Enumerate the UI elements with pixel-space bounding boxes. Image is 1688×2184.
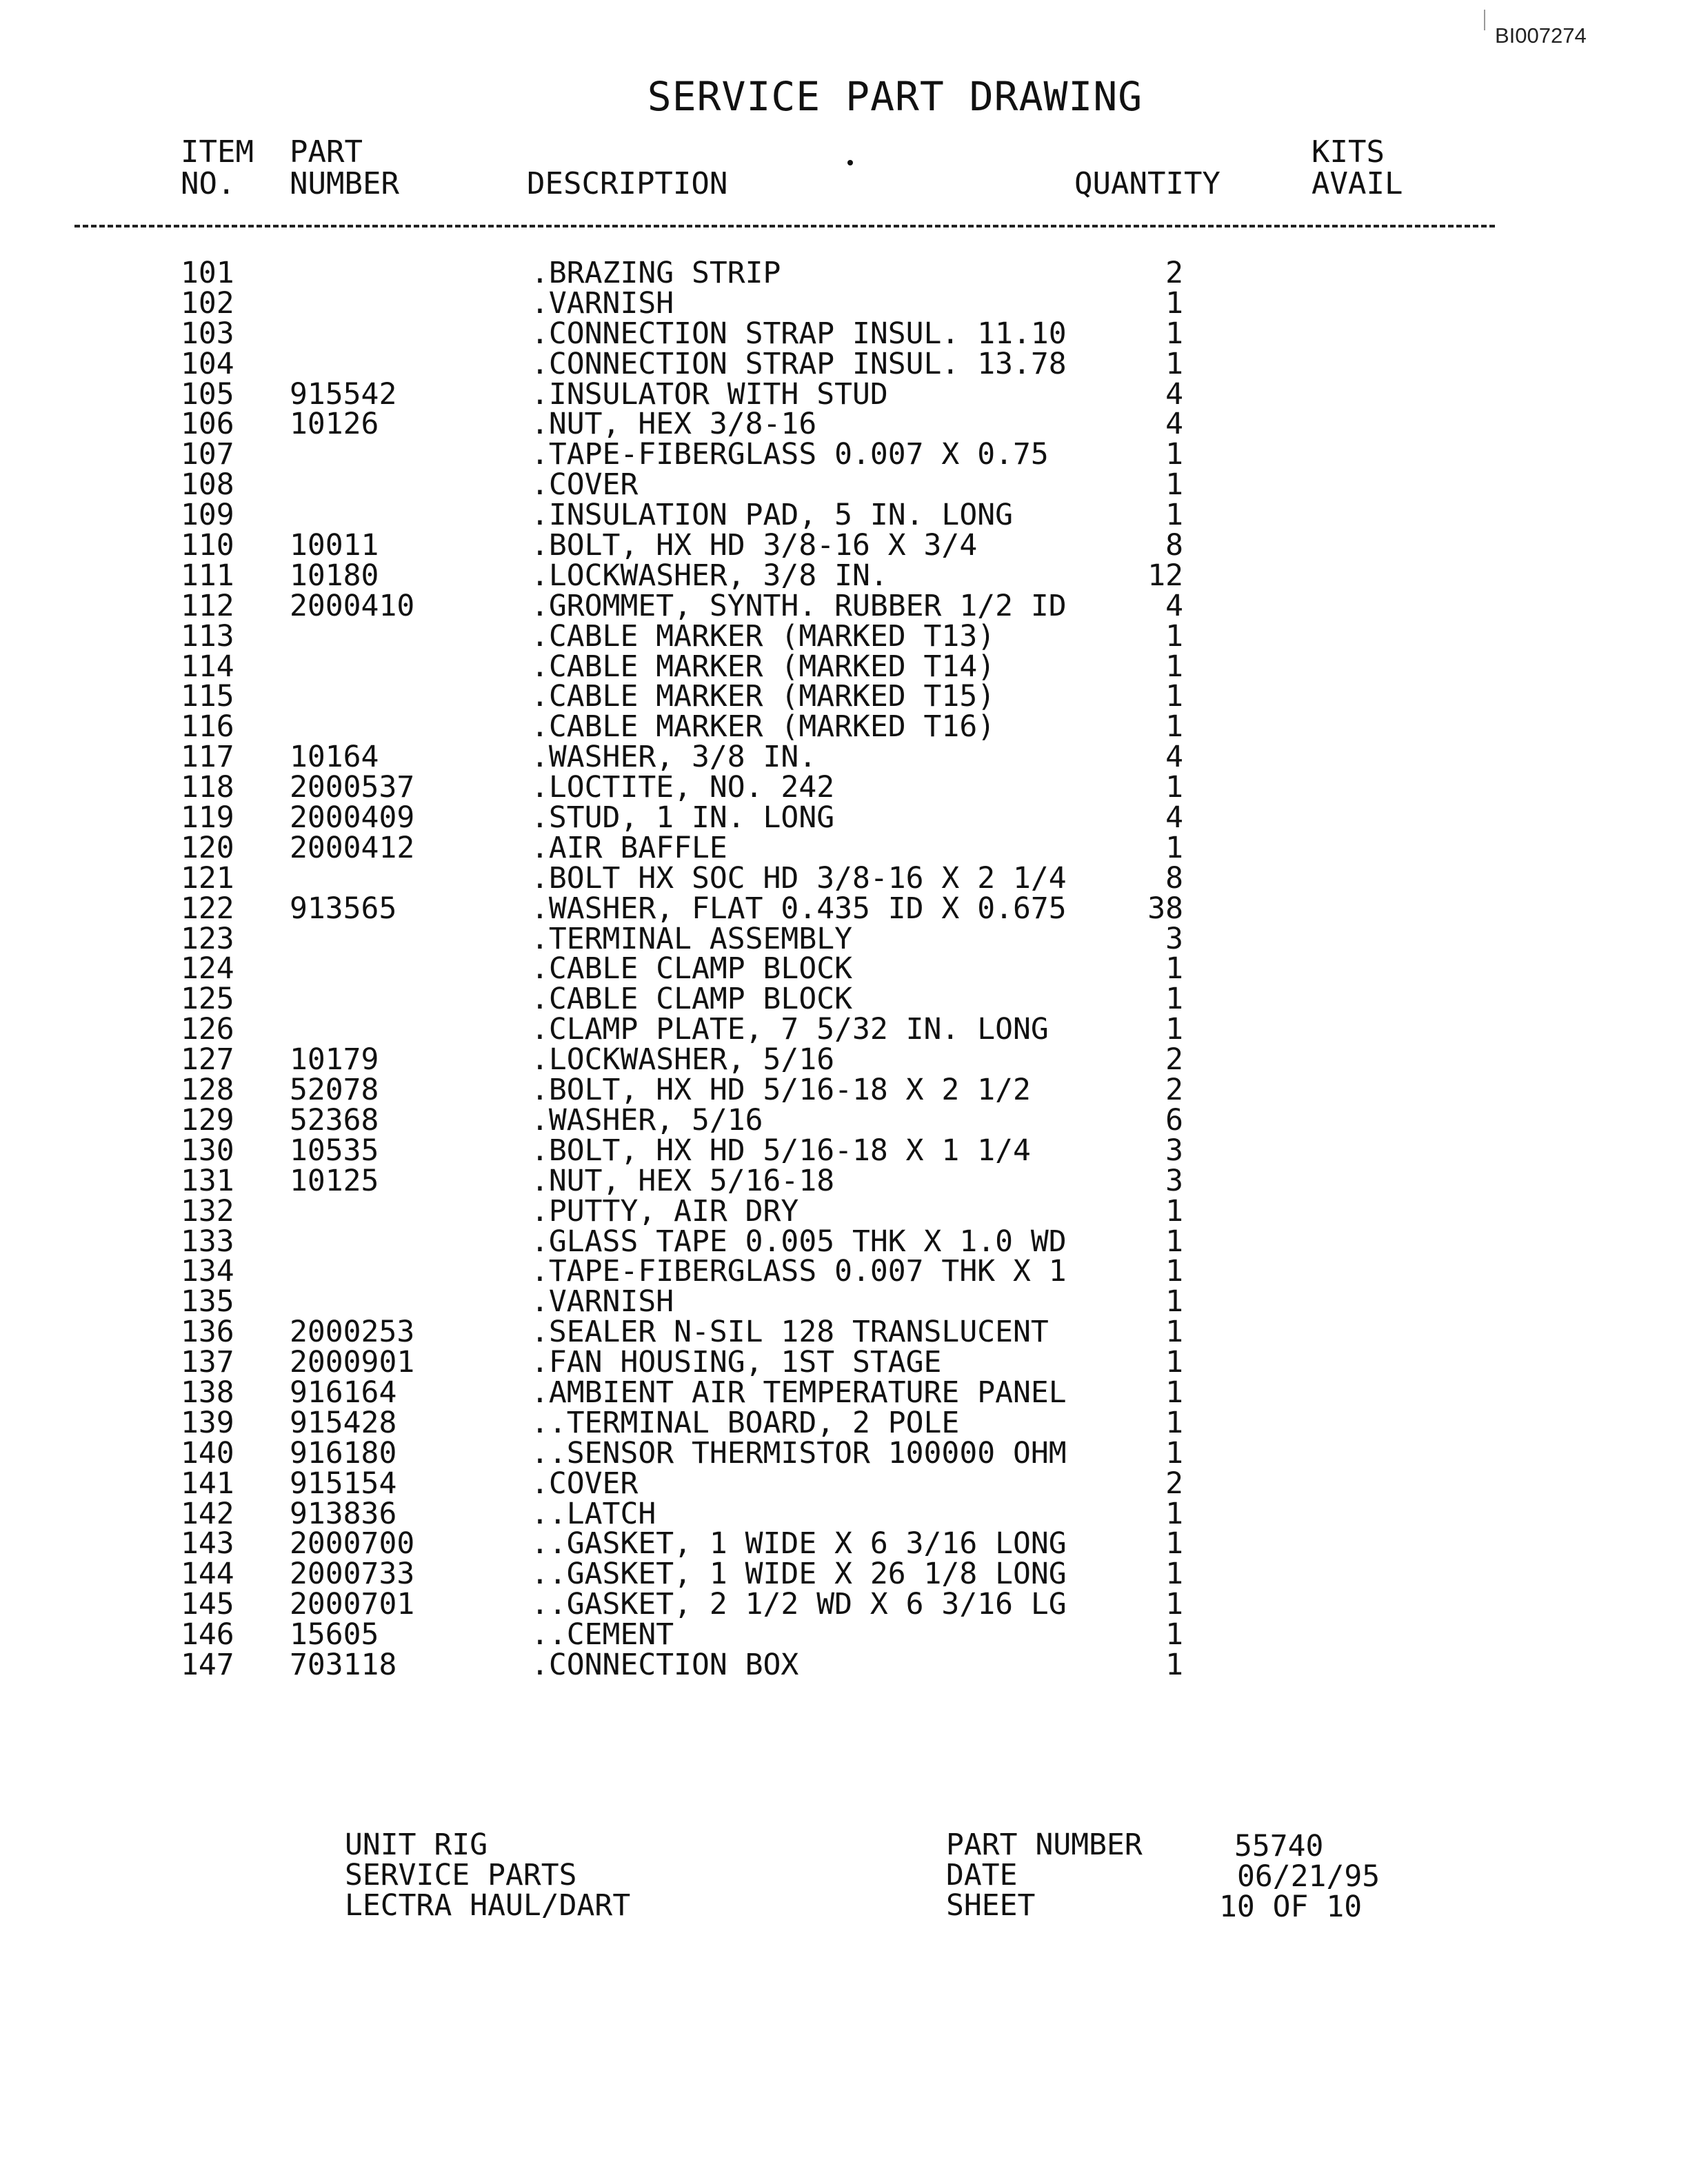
item-number: 113	[181, 618, 234, 654]
quantity: 1	[1165, 346, 1183, 381]
description: .NUT, HEX 3/8-16	[531, 407, 817, 442]
table-row	[0, 770, 1688, 805]
item-number: 123	[181, 921, 234, 956]
table-row	[0, 528, 1688, 563]
description: .SEALER N-SIL 128 TRANSLUCENT	[531, 1315, 1049, 1350]
document-id: BI007274	[1495, 23, 1587, 48]
item-number: 140	[181, 1435, 234, 1470]
description: .CABLE MARKER (MARKED T13)	[531, 618, 996, 654]
table-row	[0, 1102, 1688, 1138]
description: ..SENSOR THERMISTOR 100000 OHM	[531, 1435, 1067, 1470]
quantity: 1	[1165, 316, 1183, 351]
table-row	[0, 1587, 1688, 1622]
table-row	[0, 1012, 1688, 1047]
quantity: 12	[1147, 558, 1183, 593]
description: .CABLE CLAMP BLOCK	[531, 951, 852, 987]
table-row	[0, 318, 1688, 349]
quantity: 1	[1165, 1526, 1183, 1561]
quantity: 2	[1165, 1466, 1183, 1501]
item-number: 142	[181, 1496, 234, 1531]
item-number: 141	[181, 1466, 234, 1501]
description: .COVER	[531, 1466, 639, 1501]
description: ..TERMINAL BOARD, 2 POLE	[531, 1405, 960, 1440]
quantity: 8	[1165, 528, 1183, 563]
item-number: 122	[181, 891, 234, 926]
item-number: 108	[181, 467, 234, 503]
quantity: 3	[1165, 1163, 1183, 1198]
footer-date-label: DATE	[946, 1858, 1018, 1892]
item-number: 137	[181, 1345, 234, 1380]
footer-sheet-value: 10 OF 10	[1219, 1890, 1363, 1924]
part-number: 52078	[290, 1073, 379, 1108]
quantity: 1	[1165, 649, 1183, 684]
quantity: 1	[1165, 1284, 1183, 1320]
part-number: 2000700	[290, 1526, 415, 1561]
footer-company: UNIT RIG	[345, 1828, 488, 1862]
description: ..GASKET, 2 1/2 WD X 6 3/16 LG	[531, 1587, 1067, 1622]
table-row	[0, 1042, 1688, 1078]
table-row	[0, 1345, 1688, 1380]
stray-dot	[847, 160, 853, 165]
table-row	[0, 1254, 1688, 1289]
table-row	[0, 982, 1688, 1017]
footer-section: SERVICE PARTS	[345, 1858, 577, 1892]
quantity: 4	[1165, 407, 1183, 442]
quantity: 1	[1165, 770, 1183, 805]
description: .LOCTITE, NO. 242	[531, 770, 835, 805]
item-number: 102	[181, 285, 234, 321]
description: .CONNECTION BOX	[531, 1647, 799, 1682]
footer-part-number-value: 55740	[1234, 1829, 1324, 1863]
item-number: 139	[181, 1405, 234, 1440]
description: .WASHER, 3/8 IN.	[531, 740, 817, 775]
description: ..GASKET, 1 WIDE X 6 3/16 LONG	[531, 1526, 1067, 1561]
description: .STUD, 1 IN. LONG	[531, 800, 835, 836]
part-number: 10180	[290, 558, 379, 593]
item-number: 134	[181, 1254, 234, 1289]
table-row	[0, 1377, 1688, 1408]
part-number: 2000410	[290, 588, 415, 623]
part-number: 10535	[290, 1133, 379, 1168]
item-number: 133	[181, 1224, 234, 1259]
parts-list	[0, 258, 1688, 1680]
part-number: 52368	[290, 1102, 379, 1138]
quantity: 1	[1165, 982, 1183, 1017]
part-number: 915428	[290, 1405, 397, 1440]
description: .BOLT, HX HD 5/16-18 X 2 1/2	[531, 1073, 1031, 1108]
description: .GROMMET, SYNTH. RUBBER 1/2 ID	[531, 588, 1067, 623]
part-number: 2000901	[290, 1345, 415, 1380]
part-number: 915154	[290, 1466, 397, 1501]
part-number: 15605	[290, 1617, 379, 1652]
description: .WASHER, 5/16	[531, 1102, 763, 1138]
item-number: 130	[181, 1133, 234, 1168]
item-number: 126	[181, 1012, 234, 1047]
item-number: 110	[181, 528, 234, 563]
scan-mark	[1484, 10, 1485, 30]
description: .INSULATION PAD, 5 IN. LONG	[531, 498, 1013, 533]
quantity: 2	[1165, 256, 1183, 290]
table-row	[0, 285, 1688, 321]
part-number: 915542	[290, 376, 397, 412]
table-row	[0, 893, 1688, 924]
description: .NUT, HEX 5/16-18	[531, 1163, 835, 1198]
table-row	[0, 1226, 1688, 1257]
quantity: 1	[1165, 679, 1183, 714]
table-row	[0, 407, 1688, 442]
table-row	[0, 376, 1688, 412]
item-number: 121	[181, 860, 234, 896]
description: ..GASKET, 1 WIDE X 26 1/8 LONG	[531, 1557, 1067, 1592]
description: .CONNECTION STRAP INSUL. 11.10	[531, 316, 1067, 351]
header-kits-avail: KITS AVAIL	[1312, 134, 1403, 201]
quantity: 6	[1165, 1102, 1183, 1138]
description: .VARNISH	[531, 1284, 674, 1320]
table-row	[0, 498, 1688, 533]
item-number: 147	[181, 1647, 234, 1682]
quantity: 4	[1165, 588, 1183, 623]
part-number: 10125	[290, 1163, 379, 1198]
description: .CABLE MARKER (MARKED T16)	[531, 709, 996, 745]
quantity: 1	[1165, 618, 1183, 654]
page-title: SERVICE PART DRAWING	[647, 73, 1143, 120]
item-number: 129	[181, 1102, 234, 1138]
table-row	[0, 921, 1688, 956]
description: .AIR BAFFLE	[531, 830, 727, 865]
item-number: 114	[181, 649, 234, 684]
quantity: 1	[1165, 709, 1183, 745]
quantity: 1	[1165, 1435, 1183, 1470]
description: .WASHER, FLAT 0.435 ID X 0.675	[531, 891, 1067, 926]
quantity: 1	[1165, 1193, 1183, 1228]
description: .PUTTY, AIR DRY	[531, 1193, 799, 1228]
part-number: 913565	[290, 891, 397, 926]
table-row	[0, 860, 1688, 896]
table-row	[0, 1193, 1688, 1228]
part-number: 2000537	[290, 770, 415, 805]
description: .LOCKWASHER, 3/8 IN.	[531, 558, 888, 593]
item-number: 131	[181, 1163, 234, 1198]
footer-sheet-label: SHEET	[946, 1888, 1036, 1923]
item-number: 120	[181, 830, 234, 865]
table-row	[0, 1619, 1688, 1650]
item-number: 118	[181, 770, 234, 805]
item-number: 136	[181, 1315, 234, 1350]
part-number: 916180	[290, 1435, 397, 1470]
table-row	[0, 1496, 1688, 1531]
description: ..LATCH	[531, 1496, 656, 1531]
part-number: 913836	[290, 1496, 397, 1531]
quantity: 1	[1165, 1496, 1183, 1531]
footer-date-value: 06/21/95	[1237, 1859, 1380, 1894]
item-number: 125	[181, 982, 234, 1017]
part-number: 10011	[290, 528, 379, 563]
header-part-number: PART NUMBER	[290, 134, 399, 201]
description: .LOCKWASHER, 5/16	[531, 1042, 835, 1078]
quantity: 3	[1165, 921, 1183, 956]
header-divider	[74, 225, 1495, 228]
description: .CABLE CLAMP BLOCK	[531, 982, 852, 1017]
quantity: 1	[1165, 437, 1183, 472]
table-row	[0, 679, 1688, 714]
item-number: 107	[181, 437, 234, 472]
table-row	[0, 1468, 1688, 1499]
quantity: 38	[1147, 891, 1183, 926]
part-number: 2000253	[290, 1315, 415, 1350]
item-number: 128	[181, 1073, 234, 1108]
part-number: 2000409	[290, 800, 415, 836]
part-number: 10164	[290, 740, 379, 775]
quantity: 1	[1165, 1012, 1183, 1047]
item-number: 115	[181, 679, 234, 714]
description: ..CEMENT	[531, 1617, 674, 1652]
table-row	[0, 467, 1688, 503]
description: .TAPE-FIBERGLASS 0.007 X 0.75	[531, 437, 1049, 472]
description: .BOLT, HX HD 3/8-16 X 3/4	[531, 528, 978, 563]
item-number: 144	[181, 1557, 234, 1592]
part-number: 10179	[290, 1042, 379, 1078]
part-number: 2000733	[290, 1557, 415, 1592]
table-row	[0, 258, 1688, 288]
item-number: 111	[181, 558, 234, 593]
part-number: 2000701	[290, 1587, 415, 1622]
quantity: 3	[1165, 1133, 1183, 1168]
quantity: 4	[1165, 800, 1183, 836]
item-number: 132	[181, 1193, 234, 1228]
description: .FAN HOUSING, 1ST STAGE	[531, 1345, 942, 1380]
item-number: 112	[181, 588, 234, 623]
header-item-no: ITEM NO.	[181, 134, 254, 201]
quantity: 1	[1165, 498, 1183, 533]
footer-part-number-label: PART NUMBER	[946, 1828, 1143, 1862]
table-row	[0, 346, 1688, 381]
item-number: 106	[181, 407, 234, 442]
table-row	[0, 800, 1688, 836]
item-number: 116	[181, 709, 234, 745]
table-row	[0, 1647, 1688, 1682]
item-number: 145	[181, 1587, 234, 1622]
table-row	[0, 588, 1688, 623]
description: .CONNECTION STRAP INSUL. 13.78	[531, 346, 1067, 381]
description: .GLASS TAPE 0.005 THK X 1.0 WD	[531, 1224, 1067, 1259]
description: .BOLT HX SOC HD 3/8-16 X 2 1/4	[531, 860, 1067, 896]
description: .BOLT, HX HD 5/16-18 X 1 1/4	[531, 1133, 1031, 1168]
item-number: 143	[181, 1526, 234, 1561]
table-row	[0, 651, 1688, 682]
description: .TERMINAL ASSEMBLY	[531, 921, 852, 956]
quantity: 1	[1165, 1315, 1183, 1350]
table-row	[0, 1284, 1688, 1320]
quantity: 1	[1165, 1254, 1183, 1289]
description: .VARNISH	[531, 285, 674, 321]
footer-product: LECTRA HAUL/DART	[345, 1888, 631, 1923]
quantity: 1	[1165, 951, 1183, 987]
item-number: 104	[181, 346, 234, 381]
quantity: 2	[1165, 1073, 1183, 1108]
table-row	[0, 1557, 1688, 1592]
description: .CABLE MARKER (MARKED T14)	[531, 649, 996, 684]
description: .CABLE MARKER (MARKED T15)	[531, 679, 996, 714]
quantity: 2	[1165, 1042, 1183, 1078]
table-row	[0, 1073, 1688, 1108]
item-number: 138	[181, 1375, 234, 1410]
part-number: 10126	[290, 407, 379, 442]
quantity: 8	[1165, 860, 1183, 896]
description: .TAPE-FIBERGLASS 0.007 THK X 1	[531, 1254, 1067, 1289]
item-number: 109	[181, 498, 234, 533]
item-number: 103	[181, 316, 234, 351]
item-number: 101	[181, 256, 234, 290]
table-row	[0, 1135, 1688, 1166]
header-quantity: QUANTITY	[1074, 166, 1220, 201]
quantity: 4	[1165, 376, 1183, 412]
quantity: 1	[1165, 1617, 1183, 1652]
part-number: 703118	[290, 1647, 397, 1682]
item-number: 135	[181, 1284, 234, 1320]
table-row	[0, 1528, 1688, 1559]
quantity: 1	[1165, 1557, 1183, 1592]
part-number: 916164	[290, 1375, 397, 1410]
description: .AMBIENT AIR TEMPERATURE PANEL	[531, 1375, 1067, 1410]
table-row	[0, 618, 1688, 654]
quantity: 1	[1165, 830, 1183, 865]
quantity: 1	[1165, 285, 1183, 321]
quantity: 1	[1165, 1647, 1183, 1682]
table-row	[0, 740, 1688, 775]
part-number: 2000412	[290, 830, 415, 865]
table-row	[0, 709, 1688, 745]
quantity: 1	[1165, 467, 1183, 503]
table-row	[0, 560, 1688, 591]
table-row	[0, 437, 1688, 472]
table-row	[0, 951, 1688, 987]
quantity: 4	[1165, 740, 1183, 775]
table-row	[0, 1163, 1688, 1198]
item-number: 127	[181, 1042, 234, 1078]
table-row	[0, 1315, 1688, 1350]
item-number: 117	[181, 740, 234, 775]
item-number: 105	[181, 376, 234, 412]
quantity: 1	[1165, 1224, 1183, 1259]
description: .BRAZING STRIP	[531, 256, 781, 290]
description: .CLAMP PLATE, 7 5/32 IN. LONG	[531, 1012, 1049, 1047]
item-number: 119	[181, 800, 234, 836]
quantity: 1	[1165, 1587, 1183, 1622]
description: .COVER	[531, 467, 639, 503]
item-number: 146	[181, 1617, 234, 1652]
quantity: 1	[1165, 1405, 1183, 1440]
quantity: 1	[1165, 1375, 1183, 1410]
description: .INSULATOR WITH STUD	[531, 376, 888, 412]
header-description: DESCRIPTION	[527, 166, 728, 201]
table-row	[0, 1405, 1688, 1440]
quantity: 1	[1165, 1345, 1183, 1380]
table-row	[0, 1435, 1688, 1470]
table-row	[0, 830, 1688, 865]
item-number: 124	[181, 951, 234, 987]
